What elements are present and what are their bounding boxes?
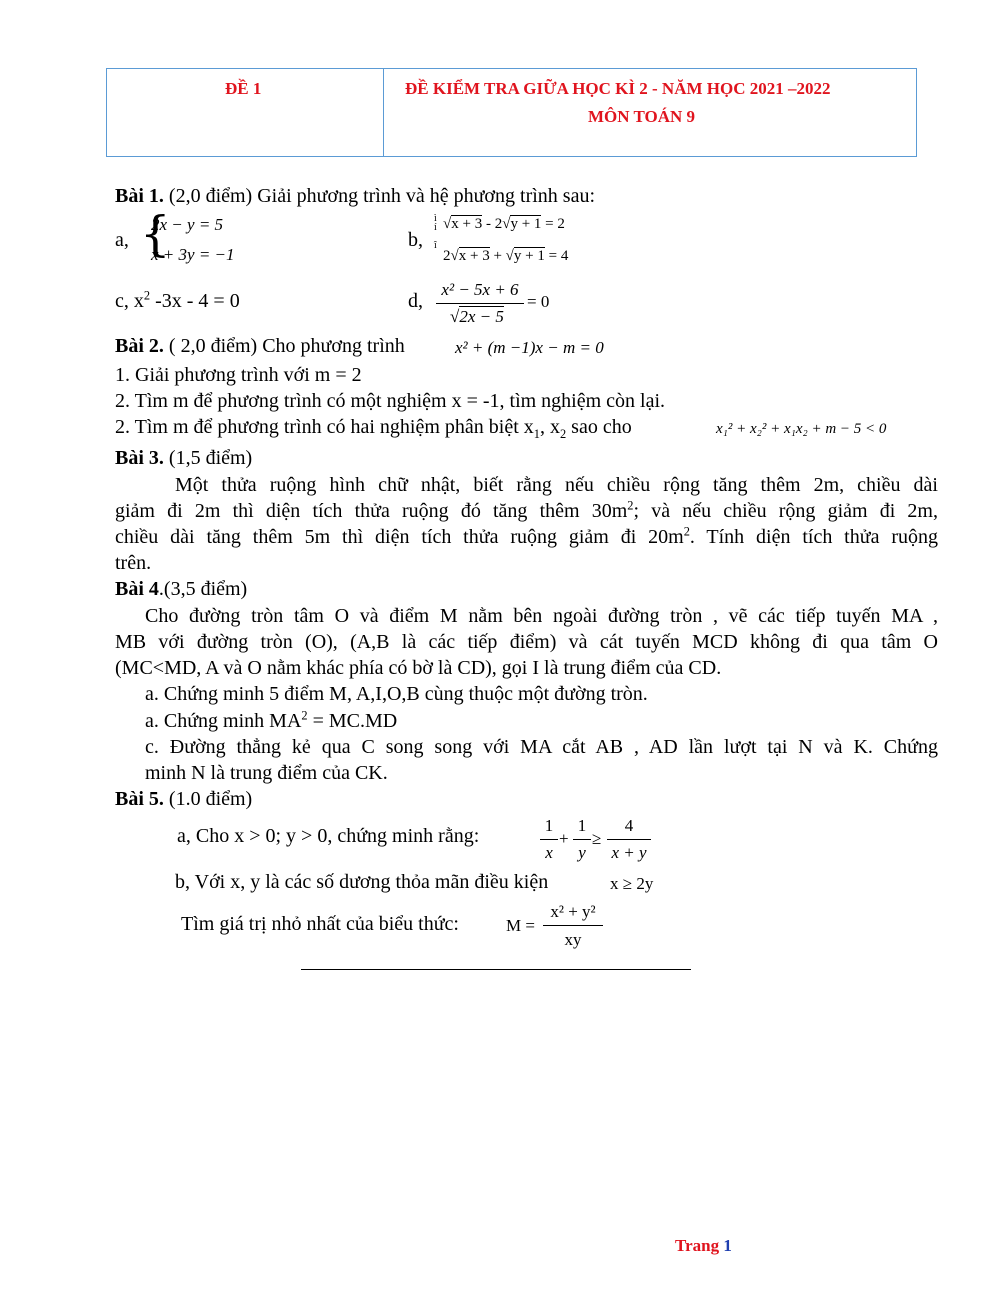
bai1-points: (2,0 điểm) Giải phương trình và hệ phương trình sau: — [168, 185, 595, 207]
bai3-heading-line — [115, 447, 252, 470]
bai5-qa: a, Cho x > 0; y > 0, chứng minh rằng: — [177, 825, 480, 847]
bai4-qb-b: = MC.MD — [307, 710, 398, 732]
bai4-line1: Cho đường tròn tâm O và điểm M nằm bên ngoài đường tròn , vẽ các tiếp tuyến MA , — [145, 605, 938, 627]
bai5-m-bar — [543, 925, 603, 926]
bai1-b-eq2-rad2: y + 1 — [513, 248, 545, 264]
bai2-q1: 1. Giải phương trình với m = 2 — [115, 364, 362, 386]
bai1-a-label: a, — [115, 229, 129, 251]
bai1-c-label: c, x — [115, 290, 144, 312]
bai1-b-eq2-mid: + — [493, 248, 502, 264]
bai5-plus: + — [559, 829, 569, 848]
bai1-c-rest: -3x - 4 = 0 — [150, 290, 240, 312]
bai5-qb: b, Với x, y là các số dương thỏa mãn điều kiện — [175, 871, 549, 893]
bai1-b-eq1-rad1: x + 3 — [451, 216, 483, 232]
sqrt-sign: √ — [505, 248, 514, 264]
end-divider — [301, 969, 691, 970]
bai4-qc1: c. Đường thẳng kẻ qua C song song với MA cắt AB , AD lần lượt tại N và K. Chứng — [145, 736, 938, 758]
bai3-line3-a: chiều dài tăng thêm 5m thì diện tích thửa ruộng giảm đi 20m — [115, 526, 684, 548]
bai5-f2-num: 1 — [577, 816, 587, 835]
bai3-line3-sup: 2 — [683, 524, 690, 539]
bai1-a-eq1: 2x − y = 5 — [151, 215, 224, 234]
bai5-m-den: xy — [564, 930, 582, 949]
bai1-d-numerator: x² − 5x + 6 — [441, 280, 519, 299]
bai3-heading: Bài 3. — [115, 447, 164, 469]
bai5-f2-den: y — [578, 843, 586, 862]
bai4-points: .(3,5 điểm) — [158, 578, 248, 600]
bai5-f1-den: x — [545, 843, 553, 862]
bai3-line2 — [115, 500, 938, 523]
bai1-d-label: d, — [408, 290, 423, 312]
page-word: Trang — [675, 1236, 720, 1255]
bai3-line2-sup: 2 — [627, 498, 634, 513]
bai1-b-label: b, — [408, 229, 423, 251]
bai4-qc2: minh N là trung điểm của CK. — [145, 762, 388, 784]
bai4-heading-line — [115, 578, 247, 601]
bai3-line3-b: . Tính diện tích thửa ruộng — [689, 526, 938, 548]
bai5-f3-den: x + y — [611, 843, 647, 862]
page-number: 1 — [723, 1236, 732, 1255]
header-divider — [383, 69, 384, 156]
bai2-q3-mid: , x — [539, 416, 560, 438]
bai1-b-eq2 — [443, 248, 568, 265]
exam-subject: MÔN TOÁN 9 — [588, 107, 696, 126]
bai5-m-num: x² + y² — [550, 902, 596, 921]
bai3-line1: Một thửa ruộng hình chữ nhật, biết rằng nếu chiều rộng tăng thêm 2m, chiều dài — [175, 474, 938, 496]
bai5-heading: Bài 5. — [115, 788, 164, 810]
bai5-qb-cond: x ≥ 2y — [610, 874, 654, 893]
bai1-b-eq1-mid: - 2 — [485, 216, 503, 232]
bai5-m-label: M = — [506, 916, 535, 935]
bai1-b-eq1-rhs: = 2 — [545, 216, 565, 232]
bai3-line3 — [115, 526, 938, 549]
bai2-intro: ( 2,0 điểm) Cho phương trình — [168, 335, 405, 357]
bai5-f3-bar — [607, 839, 651, 840]
bai5-f1-bar — [540, 839, 558, 840]
bai1-heading-line — [115, 185, 595, 208]
bai1-b-eq2-rad1: x + 3 — [458, 248, 490, 264]
bai3-line2-a: giảm đi 2m thì diện tích thửa ruộng đó tăng thêm 30m — [115, 500, 628, 522]
bai4-heading: Bài 4 — [115, 578, 159, 600]
bai2-q2: 2. Tìm m để phương trình có một nghiệm x = -1, tìm nghiệm còn lại. — [115, 390, 666, 412]
bai3-line2-b: ; và nếu chiều rộng giảm đi 2m, — [633, 500, 938, 522]
bai1-b-eq1 — [443, 216, 565, 233]
bai2-heading: Bài 2. — [115, 335, 164, 357]
bai5-f1-num: 1 — [544, 816, 554, 835]
bai2-q3-sub2: 2 — [559, 427, 567, 441]
bai1-b-eq1-rad2: y + 1 — [510, 216, 542, 232]
bai5-heading-line — [115, 788, 252, 811]
sqrt-sign: √ — [502, 216, 511, 232]
exam-title: ĐỀ KIỂM TRA GIỮA HỌC KÌ 2 - NĂM HỌC 2021 –2022 — [405, 79, 831, 98]
sqrt-sign: √ — [450, 307, 460, 326]
bai2-q3-condition: x₁² + x₂² + x₁x₂ + m − 5 < 0 — [716, 421, 887, 437]
bai5-f2-bar — [573, 839, 591, 840]
bai1-d-rhs: = 0 — [527, 292, 550, 311]
bai5-points: (1.0 điểm) — [163, 788, 253, 810]
bai1-c — [115, 290, 240, 313]
bai3-line4: trên. — [115, 552, 152, 574]
bai1-c-exp: 2 — [143, 288, 151, 303]
sqrt-sign: √ — [443, 216, 452, 232]
bai4-qb-sup: 2 — [301, 708, 308, 723]
bai1-d-fraction-bar — [436, 303, 524, 304]
header-table — [106, 68, 917, 157]
bai2-heading-line — [115, 335, 405, 358]
bai1-b-eq2-pre: 2 — [443, 248, 451, 264]
system-brace-a: { — [140, 206, 171, 262]
bai4-line3: (MC<MD, A và O nằm khác phía có bờ là CD), gọi I là trung điểm của CD. — [115, 657, 722, 679]
bai1-d-denominator — [450, 307, 504, 327]
bai1-heading: Bài 1. — [115, 185, 164, 207]
bai4-qb-a: a. Chứng minh MA — [145, 710, 302, 732]
bai1-a-eq2: x + 3y = −1 — [151, 245, 235, 264]
bai1-d-radicand: 2x − 5 — [459, 307, 504, 326]
bai2-q3-sub1: 1 — [533, 427, 540, 441]
bai2-equation: x² + (m −1)x − m = 0 — [455, 338, 604, 357]
bai2-q3-tail: sao cho — [566, 416, 632, 438]
bai1-b-eq2-rhs: = 4 — [548, 248, 569, 264]
bai4-qa: a. Chứng minh 5 điểm M, A,I,O,B cùng thuộc một đường tròn. — [145, 683, 648, 705]
bai3-points: (1,5 điểm) — [168, 447, 253, 469]
bai5-f3-num: 4 — [624, 816, 634, 835]
bai4-qb — [145, 710, 397, 733]
sqrt-sign: √ — [450, 248, 459, 264]
bai2-q3-text: 2. Tìm m để phương trình có hai nghiệm phân biệt x — [115, 416, 534, 438]
exam-code: ĐỀ 1 — [225, 79, 262, 98]
bai2-q3 — [115, 416, 632, 439]
bai4-line2: MB với đường tròn (O), (A,B là các tiếp điểm) và cát tuyến MCD không đi qua tâm O — [115, 631, 938, 653]
bai5-geq: ≥ — [592, 829, 602, 848]
bai5-qc: Tìm giá trị nhỏ nhất của biểu thức: — [181, 913, 459, 935]
system-brace-b: ì í î — [434, 213, 437, 251]
page-footer — [675, 1236, 732, 1256]
